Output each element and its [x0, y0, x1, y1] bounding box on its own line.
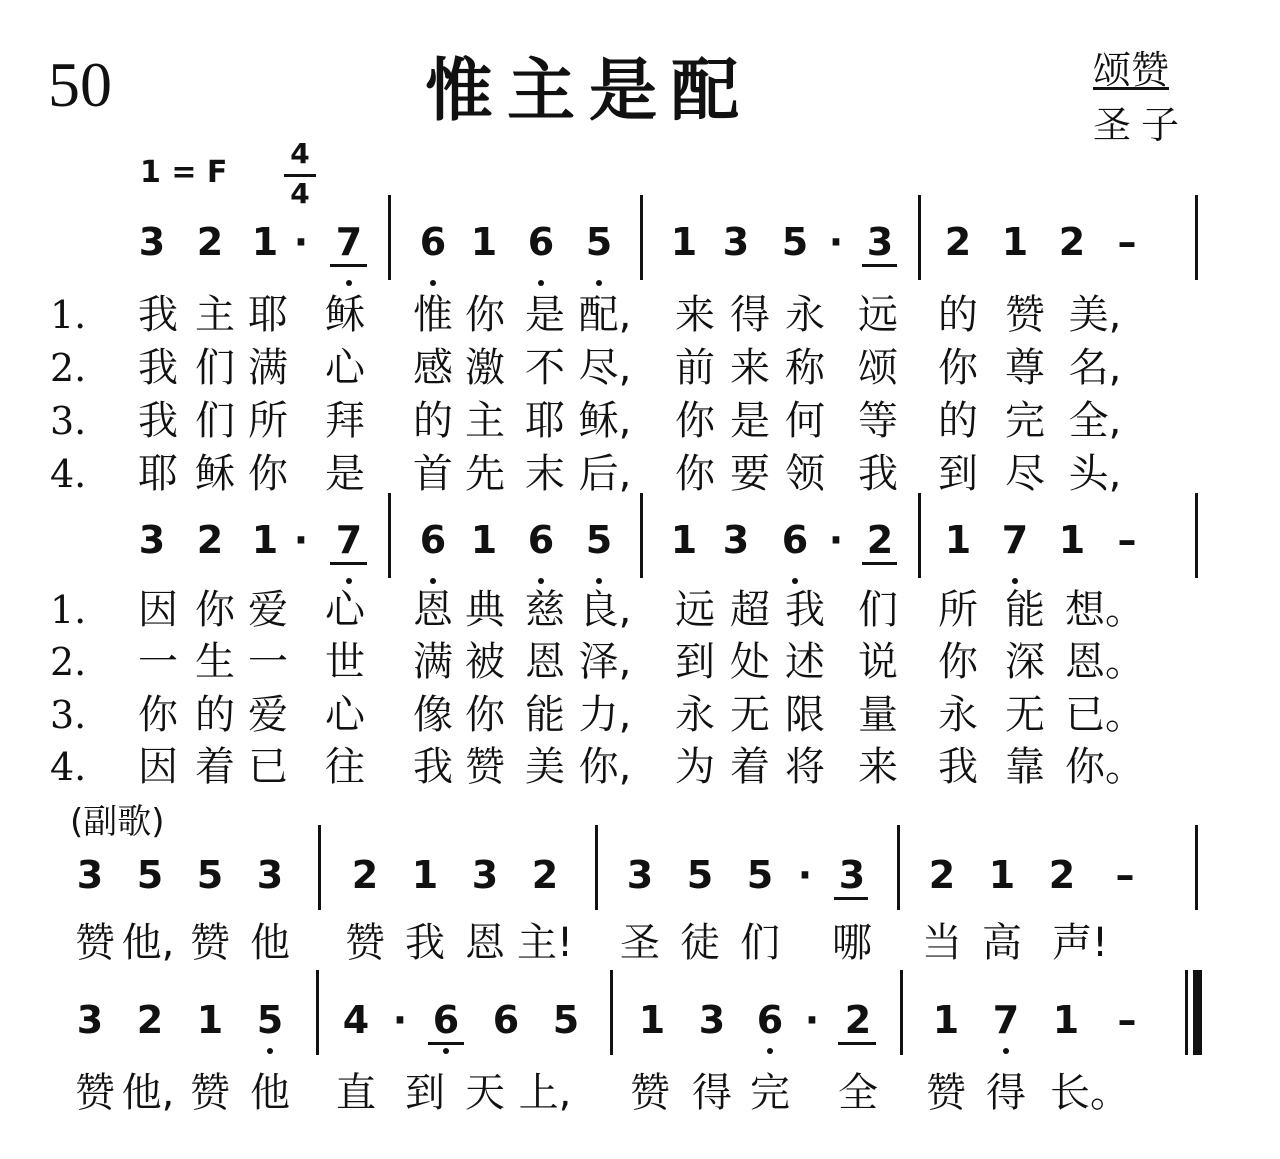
chorus-lyric-char: 直	[336, 1070, 376, 1116]
lyric-char: 们	[858, 587, 898, 633]
lyric-char: 得	[730, 292, 770, 338]
verse-line-2-barline	[640, 493, 643, 578]
lyric-char: 恩。	[1065, 639, 1145, 685]
chorus-lyric-char: 赞	[190, 920, 230, 966]
verse-number: 3.	[50, 399, 87, 443]
verse-line-2-note: ·	[293, 518, 309, 562]
chorus-line-2-note: 3	[76, 998, 104, 1042]
lyric-char: 满	[413, 639, 453, 685]
lyric-char: 感	[413, 345, 453, 391]
verse-line-1-octave-dot	[346, 280, 352, 286]
verse-line-1-underline	[330, 264, 367, 267]
lyric-char: 说	[858, 639, 898, 685]
chorus-line-2-note: 6	[432, 998, 460, 1042]
verse-number: 4.	[50, 452, 87, 496]
lyric-char: 尽	[1005, 451, 1045, 497]
lyric-char: 前	[675, 345, 715, 391]
lyric-char: 来	[858, 744, 898, 790]
lyric-char: 靠	[1005, 744, 1045, 790]
verse-number: 1.	[50, 293, 87, 337]
chorus-lyric-char: 他	[250, 920, 290, 966]
verse-line-2-note: –	[1117, 518, 1137, 562]
verse-line-1-octave-dot	[430, 280, 436, 286]
lyric-char: 我	[938, 744, 978, 790]
lyric-char: 完	[1005, 398, 1045, 444]
lyric-char: 远	[858, 292, 898, 338]
verse-line-1-note: 1	[251, 220, 279, 264]
lyric-char: 你	[138, 692, 178, 738]
chorus-line-2-octave-dot	[767, 1048, 773, 1054]
verse-line-2-barline	[388, 493, 391, 578]
verse-line-1-note: 6	[527, 220, 555, 264]
verse-line-1-underline	[862, 264, 897, 267]
lyric-char: 所	[248, 398, 288, 444]
lyric-char: 是	[730, 398, 770, 444]
lyric-char: 来	[675, 292, 715, 338]
verse-number: 1.	[50, 588, 87, 632]
lyric-char: 你。	[1065, 744, 1145, 790]
verse-number: 2.	[50, 640, 87, 684]
lyric-char: 爱	[248, 587, 288, 633]
chorus-lyric-char: 哪	[832, 920, 872, 966]
chorus-line-2-note: 1	[196, 998, 224, 1042]
verse-line-2-note: 7	[335, 518, 363, 562]
verse-line-2-barline	[1195, 493, 1198, 578]
lyric-char: 赞	[1005, 292, 1045, 338]
lyric-char: 耶	[138, 451, 178, 497]
lyric-char: 激	[465, 345, 505, 391]
chorus-line-1-note: 2	[928, 853, 956, 897]
lyric-char: 们	[195, 398, 235, 444]
lyric-char: 的	[938, 292, 978, 338]
lyric-char: 是	[525, 292, 565, 338]
key-signature: 1 = F	[140, 155, 228, 190]
chorus-line-1-note: 2	[351, 853, 379, 897]
hymn-title: 惟主是配	[425, 52, 754, 131]
chorus-line-1-note: 5	[136, 853, 164, 897]
lyric-char: 泽,	[578, 639, 632, 685]
lyric-char: 不	[525, 345, 565, 391]
chorus-lyric-char: 恩	[465, 920, 505, 966]
lyric-char: 恩	[413, 587, 453, 633]
chorus-line-1-note: 1	[411, 853, 439, 897]
chorus-line-2-note: 2	[844, 998, 872, 1042]
chorus-lyric-char: 天	[465, 1070, 505, 1116]
lyric-char: 永	[938, 692, 978, 738]
verse-line-2-octave-dot	[430, 578, 436, 584]
verse-line-2-note: 6	[527, 518, 555, 562]
lyric-char: 能	[1005, 587, 1045, 633]
chorus-lyric-char: 赞	[190, 1070, 230, 1116]
chorus-lyric-char: 赞	[630, 1070, 670, 1116]
verse-line-1-note: 7	[335, 220, 363, 264]
lyric-char: 永	[675, 692, 715, 738]
verse-line-1-note: 2	[944, 220, 972, 264]
chorus-line-1-note: –	[1115, 853, 1135, 897]
chorus-line-2-note: –	[1117, 998, 1137, 1042]
verse-line-1-octave-dot	[538, 280, 544, 286]
lyric-char: 我	[413, 744, 453, 790]
lyric-char: 尽,	[578, 345, 632, 391]
chorus-lyric-char: 赞	[345, 920, 385, 966]
lyric-char: 良,	[578, 587, 632, 633]
chorus-line-2-octave-dot	[267, 1048, 273, 1054]
lyric-char: 典	[465, 587, 505, 633]
lyric-char: 限	[785, 692, 825, 738]
chorus-lyric-char: 全	[838, 1070, 878, 1116]
verse-line-2-note: 1	[944, 518, 972, 562]
lyric-char: 头,	[1068, 451, 1122, 497]
verse-line-1-barline	[388, 195, 391, 280]
lyric-char: 何	[785, 398, 825, 444]
verse-number: 3.	[50, 693, 87, 737]
chorus-line-2-barline	[900, 970, 903, 1055]
lyric-char: 想。	[1065, 587, 1145, 633]
verse-line-2-note: 6	[781, 518, 809, 562]
chorus-line-2-note: 1	[1052, 998, 1080, 1042]
chorus-line-1-note: 3	[256, 853, 284, 897]
lyric-char: 所	[938, 587, 978, 633]
lyric-char: 稣	[325, 292, 365, 338]
verse-line-2-note: 5	[585, 518, 613, 562]
chorus-line-2-note: ·	[392, 998, 408, 1042]
lyric-char: 我	[138, 292, 178, 338]
lyric-char: 已	[248, 744, 288, 790]
lyric-char: 能	[525, 692, 565, 738]
verse-number: 4.	[50, 745, 87, 789]
lyric-char: 超	[730, 587, 770, 633]
chorus-line-2-octave-dot	[443, 1048, 449, 1054]
verse-line-2-note: 2	[866, 518, 894, 562]
chorus-label: (副歌)	[70, 802, 165, 842]
lyric-char: 述	[785, 639, 825, 685]
verse-line-1-note: 1	[470, 220, 498, 264]
lyric-char: 末	[525, 451, 565, 497]
lyric-char: 心	[325, 692, 365, 738]
lyric-char: 我	[138, 345, 178, 391]
chorus-line-2-final-barline	[1193, 970, 1202, 1055]
verse-line-1-note: 1	[1001, 220, 1029, 264]
chorus-line-1-note: 5	[196, 853, 224, 897]
lyric-char: 深	[1005, 639, 1045, 685]
lyric-char: 无	[1005, 692, 1045, 738]
lyric-char: 往	[325, 744, 365, 790]
chorus-line-1-barline	[897, 825, 900, 910]
lyric-char: 的	[413, 398, 453, 444]
verse-line-1-note: 1	[670, 220, 698, 264]
verse-line-2-note: 6	[419, 518, 447, 562]
verse-line-2-underline	[330, 562, 367, 565]
chorus-line-2-note: 6	[492, 998, 520, 1042]
lyric-char: 处	[730, 639, 770, 685]
verse-line-1-note: –	[1117, 220, 1137, 264]
lyric-char: 因	[138, 587, 178, 633]
lyric-char: 被	[465, 639, 505, 685]
verse-line-1-note: 3	[138, 220, 166, 264]
lyric-char: 慈	[525, 587, 565, 633]
time-signature-top: 4	[290, 137, 310, 170]
lyric-char: 你	[248, 451, 288, 497]
verse-line-2-note: 1	[251, 518, 279, 562]
lyric-char: 们	[195, 345, 235, 391]
verse-line-2-note: ·	[828, 518, 844, 562]
hymn-number: 50	[48, 49, 112, 120]
chorus-line-1-note: ·	[797, 853, 813, 897]
lyric-char: 着	[730, 744, 770, 790]
lyric-char: 全,	[1068, 398, 1122, 444]
lyric-char: 是	[325, 451, 365, 497]
verse-line-2-note: 1	[1058, 518, 1086, 562]
verse-line-2-octave-dot	[596, 578, 602, 584]
lyric-char: 你	[938, 345, 978, 391]
verse-number: 2.	[50, 346, 87, 390]
lyric-char: 拜	[325, 398, 365, 444]
lyric-char: 你	[465, 692, 505, 738]
verse-line-1-note: 3	[722, 220, 750, 264]
verse-line-1-note: 2	[1058, 220, 1086, 264]
chorus-line-1-underline	[834, 897, 868, 900]
chorus-line-1-note: 5	[686, 853, 714, 897]
chorus-lyric-char: 他,	[121, 920, 175, 966]
verse-line-2-note: 7	[1001, 518, 1029, 562]
lyric-char: 一	[138, 639, 178, 685]
chorus-lyric-char: 他	[250, 1070, 290, 1116]
lyric-char: 我	[785, 587, 825, 633]
lyric-char: 我	[858, 451, 898, 497]
chorus-lyric-char: 当	[922, 920, 962, 966]
lyric-char: 尊	[1005, 345, 1045, 391]
lyric-char: 的	[938, 398, 978, 444]
lyric-char: 心	[325, 345, 365, 391]
chorus-line-2-barline	[316, 970, 319, 1055]
lyric-char: 称	[785, 345, 825, 391]
verse-line-2-note: 3	[722, 518, 750, 562]
lyric-char: 满	[248, 345, 288, 391]
chorus-line-2-barline	[610, 970, 613, 1055]
chorus-line-2-note: 5	[552, 998, 580, 1042]
lyric-char: 你	[675, 398, 715, 444]
chorus-line-2-note: 1	[932, 998, 960, 1042]
verse-line-2-octave-dot	[1012, 578, 1018, 584]
chorus-lyric-char: 上,	[518, 1070, 572, 1116]
chorus-lyric-char: 徒	[680, 920, 720, 966]
lyric-char: 惟	[413, 292, 453, 338]
lyric-char: 主	[465, 398, 505, 444]
chorus-lyric-char: 高	[982, 920, 1022, 966]
lyric-char: 主	[195, 292, 235, 338]
chorus-lyric-char: 我	[405, 920, 445, 966]
lyric-char: 到	[675, 639, 715, 685]
lyric-char: 稣	[195, 451, 235, 497]
lyric-char: 首	[413, 451, 453, 497]
lyric-char: 远	[675, 587, 715, 633]
lyric-char: 像	[413, 692, 453, 738]
chorus-line-2-note: 2	[136, 998, 164, 1042]
chorus-line-1-barline	[595, 825, 598, 910]
lyric-char: 耶	[248, 292, 288, 338]
lyric-char: 因	[138, 744, 178, 790]
verse-line-1-note: 6	[419, 220, 447, 264]
chorus-line-2-underline	[838, 1042, 876, 1045]
chorus-line-1-note: 3	[76, 853, 104, 897]
lyric-char: 生	[195, 639, 235, 685]
verse-line-1-note: 5	[781, 220, 809, 264]
chorus-lyric-char: 得	[692, 1070, 732, 1116]
lyric-char: 为	[675, 744, 715, 790]
chorus-line-2-note: 6	[756, 998, 784, 1042]
verse-line-1-barline	[640, 195, 643, 280]
lyric-char: 来	[730, 345, 770, 391]
chorus-lyric-char: 完	[750, 1070, 790, 1116]
chorus-line-1-note: 5	[746, 853, 774, 897]
chorus-line-2-note: ·	[804, 998, 820, 1042]
lyric-char: 颂	[858, 345, 898, 391]
lyric-char: 你	[195, 587, 235, 633]
verse-line-2-octave-dot	[792, 578, 798, 584]
chorus-line-2-note: 1	[638, 998, 666, 1042]
lyric-char: 赞	[465, 744, 505, 790]
chorus-lyric-char: 得	[986, 1070, 1026, 1116]
chorus-lyric-char: 赞	[926, 1070, 966, 1116]
lyric-char: 世	[325, 639, 365, 685]
verse-line-1-note: 3	[866, 220, 894, 264]
chorus-lyric-char: 赞	[75, 920, 115, 966]
chorus-lyric-char: 赞	[75, 1070, 115, 1116]
chorus-line-1-barline	[318, 825, 321, 910]
lyric-char: 永	[785, 292, 825, 338]
lyric-char: 我	[138, 398, 178, 444]
lyric-char: 配,	[578, 292, 632, 338]
hymn-category: 颂赞	[1093, 48, 1170, 92]
chorus-line-1-barline	[1195, 825, 1198, 910]
chorus-lyric-char: 主!	[516, 920, 574, 966]
chorus-line-1-note: 3	[626, 853, 654, 897]
lyric-char: 要	[730, 451, 770, 497]
verse-line-1-note: 5	[585, 220, 613, 264]
verse-line-1-note: 2	[196, 220, 224, 264]
chorus-lyric-char: 们	[740, 920, 780, 966]
lyric-char: 等	[858, 398, 898, 444]
verse-line-2-octave-dot	[346, 578, 352, 584]
verse-line-2-barline	[918, 493, 921, 578]
chorus-line-1-note: 1	[988, 853, 1016, 897]
lyric-char: 恩	[525, 639, 565, 685]
verse-line-2-note: 2	[196, 518, 224, 562]
chorus-line-1-note: 2	[531, 853, 559, 897]
lyric-char: 量	[858, 692, 898, 738]
chorus-line-2-note: 7	[992, 998, 1020, 1042]
lyric-char: 美,	[1068, 292, 1122, 338]
lyric-char: 耶	[525, 398, 565, 444]
lyric-char: 名,	[1068, 345, 1122, 391]
lyric-char: 力,	[578, 692, 632, 738]
lyric-char: 已。	[1065, 692, 1145, 738]
lyric-char: 美	[525, 744, 565, 790]
chorus-line-1-note: 3	[471, 853, 499, 897]
verse-line-2-octave-dot	[538, 578, 544, 584]
verse-line-2-note: 1	[470, 518, 498, 562]
lyric-char: 你	[675, 451, 715, 497]
verse-line-1-note: ·	[293, 220, 309, 264]
lyric-char: 到	[938, 451, 978, 497]
lyric-char: 你	[938, 639, 978, 685]
lyric-char: 稣,	[578, 398, 632, 444]
verse-line-1-barline	[1195, 195, 1198, 280]
chorus-lyric-char: 声!	[1051, 920, 1109, 966]
verse-line-1-octave-dot	[596, 280, 602, 286]
chorus-line-2-note: 4	[342, 998, 370, 1042]
chorus-line-2-octave-dot	[1003, 1048, 1009, 1054]
lyric-char: 着	[195, 744, 235, 790]
chorus-line-2-note: 3	[698, 998, 726, 1042]
chorus-line-2-underline	[428, 1042, 464, 1045]
verse-line-1-note: ·	[828, 220, 844, 264]
lyric-char: 将	[785, 744, 825, 790]
chorus-line-1-note: 3	[838, 853, 866, 897]
verse-line-2-note: 1	[670, 518, 698, 562]
lyric-char: 一	[248, 639, 288, 685]
lyric-char: 你,	[578, 744, 632, 790]
lyric-char: 先	[465, 451, 505, 497]
chorus-lyric-char: 到	[405, 1070, 445, 1116]
lyric-char: 爱	[248, 692, 288, 738]
chorus-lyric-char: 圣	[620, 920, 660, 966]
time-signature-bottom: 4	[290, 177, 310, 210]
lyric-char: 的	[195, 692, 235, 738]
lyric-char: 无	[730, 692, 770, 738]
lyric-char: 领	[785, 451, 825, 497]
verse-line-2-underline	[862, 562, 897, 565]
chorus-line-2-barline	[1185, 970, 1188, 1055]
verse-line-2-note: 3	[138, 518, 166, 562]
hymn-author: 圣子	[1093, 103, 1190, 147]
chorus-line-2-note: 5	[256, 998, 284, 1042]
chorus-line-1-note: 2	[1048, 853, 1076, 897]
chorus-lyric-char: 他,	[121, 1070, 175, 1116]
lyric-char: 心	[325, 587, 365, 633]
verse-line-1-barline	[918, 195, 921, 280]
lyric-char: 后,	[578, 451, 632, 497]
lyric-char: 你	[465, 292, 505, 338]
chorus-lyric-char: 长。	[1050, 1070, 1130, 1116]
